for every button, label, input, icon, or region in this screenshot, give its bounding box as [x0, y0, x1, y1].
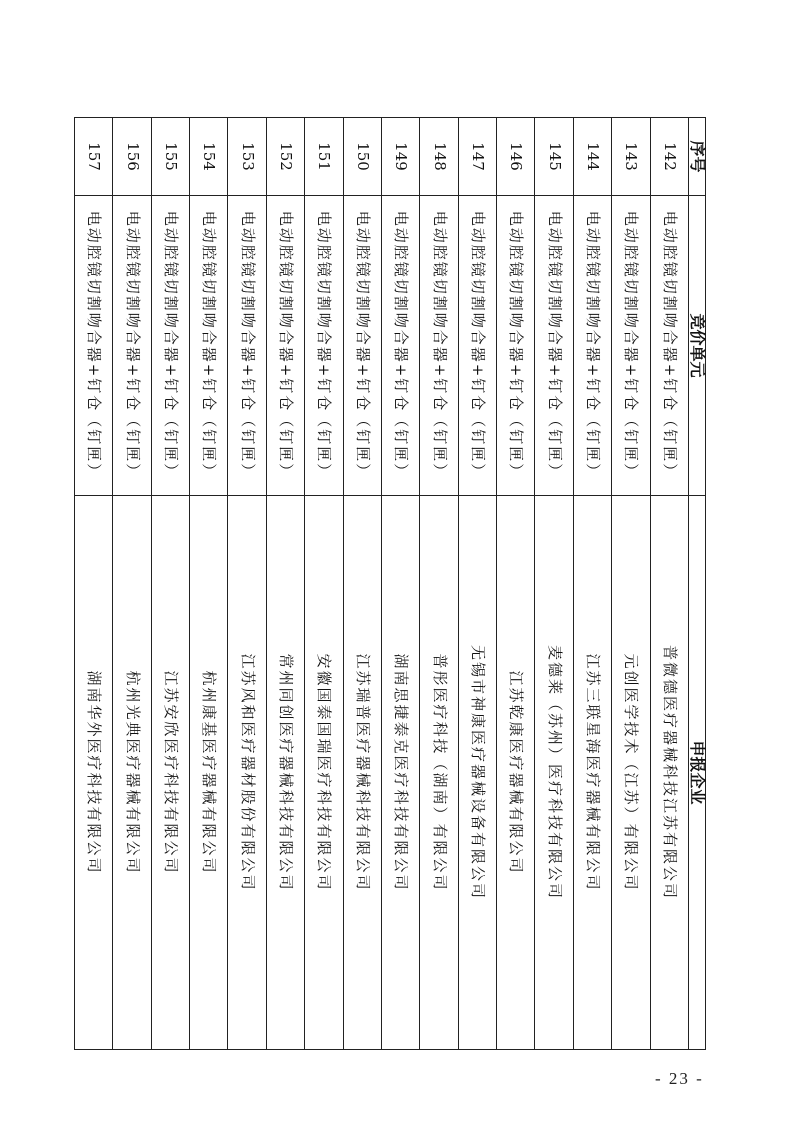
- row-index: 150: [343, 118, 381, 196]
- table-row: [420, 118, 458, 1050]
- row-bid-unit: 电动腔镜切割吻合器+钉仓（钉匣）: [573, 196, 611, 496]
- bid-table: [74, 117, 706, 1050]
- table-row: [190, 118, 228, 1050]
- rotated-table-wrapper: [74, 117, 706, 1049]
- row-company: 杭州康基医疗器械有限公司: [190, 496, 228, 1050]
- page-number: - 23 -: [655, 1069, 704, 1088]
- row-index: 157: [75, 118, 113, 196]
- table-row: [343, 118, 381, 1050]
- row-index: 156: [113, 118, 151, 196]
- row-index: 142: [650, 118, 688, 196]
- row-bid-unit: 电动腔镜切割吻合器+钉仓（钉匣）: [343, 196, 381, 496]
- row-bid-unit: 电动腔镜切割吻合器+钉仓（钉匣）: [650, 196, 688, 496]
- table-row: [535, 118, 573, 1050]
- table-row: [573, 118, 611, 1050]
- row-index: 155: [151, 118, 189, 196]
- row-company: 湖南思捷泰克医疗科技有限公司: [382, 496, 420, 1050]
- row-index: 146: [497, 118, 535, 196]
- row-bid-unit: 电动腔镜切割吻合器+钉仓（钉匣）: [612, 196, 650, 496]
- header-company: 申报企业: [689, 496, 706, 1050]
- row-index: 149: [382, 118, 420, 196]
- row-company: 安徽国泰国瑞医疗科技有限公司: [305, 496, 343, 1050]
- table-row: [382, 118, 420, 1050]
- row-index: 148: [420, 118, 458, 196]
- row-company: 元创医学技术（江苏）有限公司: [612, 496, 650, 1050]
- row-company: 江苏风和医疗器材股份有限公司: [228, 496, 266, 1050]
- row-index: 144: [573, 118, 611, 196]
- row-company: 杭州光典医疗器械有限公司: [113, 496, 151, 1050]
- row-company: 普彤医疗科技（湖南）有限公司: [420, 496, 458, 1050]
- row-bid-unit: 电动腔镜切割吻合器+钉仓（钉匣）: [420, 196, 458, 496]
- row-bid-unit: 电动腔镜切割吻合器+钉仓（钉匣）: [382, 196, 420, 496]
- table-row: [75, 118, 113, 1050]
- table-row: [151, 118, 189, 1050]
- row-company: 常州同创医疗器械科技有限公司: [266, 496, 304, 1050]
- table-body: [75, 118, 689, 1050]
- row-index: 151: [305, 118, 343, 196]
- row-bid-unit: 电动腔镜切割吻合器+钉仓（钉匣）: [190, 196, 228, 496]
- row-bid-unit: 电动腔镜切割吻合器+钉仓（钉匣）: [266, 196, 304, 496]
- row-company: 普微德医疗器械科技江苏有限公司: [650, 496, 688, 1050]
- row-company: 江苏瑞普医疗器械科技有限公司: [343, 496, 381, 1050]
- row-index: 145: [535, 118, 573, 196]
- row-bid-unit: 电动腔镜切割吻合器+钉仓（钉匣）: [75, 196, 113, 496]
- row-index: 147: [458, 118, 496, 196]
- row-company: 无锡市神康医疗器械设备有限公司: [458, 496, 496, 1050]
- row-company: 湖南华外医疗科技有限公司: [75, 496, 113, 1050]
- row-bid-unit: 电动腔镜切割吻合器+钉仓（钉匣）: [535, 196, 573, 496]
- table-row: [612, 118, 650, 1050]
- row-company: 江苏乾康医疗器械有限公司: [497, 496, 535, 1050]
- table-row: [305, 118, 343, 1050]
- row-bid-unit: 电动腔镜切割吻合器+钉仓（钉匣）: [151, 196, 189, 496]
- row-index: 143: [612, 118, 650, 196]
- table-header-row: [689, 118, 706, 1050]
- table-row: [497, 118, 535, 1050]
- row-bid-unit: 电动腔镜切割吻合器+钉仓（钉匣）: [458, 196, 496, 496]
- row-bid-unit: 电动腔镜切割吻合器+钉仓（钉匣）: [228, 196, 266, 496]
- table-row: [650, 118, 688, 1050]
- table-row: [113, 118, 151, 1050]
- row-index: 152: [266, 118, 304, 196]
- row-bid-unit: 电动腔镜切割吻合器+钉仓（钉匣）: [113, 196, 151, 496]
- row-company: 麦德莱（苏州）医疗科技有限公司: [535, 496, 573, 1050]
- row-company: 江苏安欣医疗科技有限公司: [151, 496, 189, 1050]
- header-unit: 竞价单元: [689, 196, 706, 496]
- row-company: 江苏三联星海医疗器械有限公司: [573, 496, 611, 1050]
- header-index: 序号: [689, 118, 706, 196]
- table-row: [228, 118, 266, 1050]
- table-row: [458, 118, 496, 1050]
- row-index: 154: [190, 118, 228, 196]
- row-bid-unit: 电动腔镜切割吻合器+钉仓（钉匣）: [497, 196, 535, 496]
- row-index: 153: [228, 118, 266, 196]
- row-bid-unit: 电动腔镜切割吻合器+钉仓（钉匣）: [305, 196, 343, 496]
- table-row: [266, 118, 304, 1050]
